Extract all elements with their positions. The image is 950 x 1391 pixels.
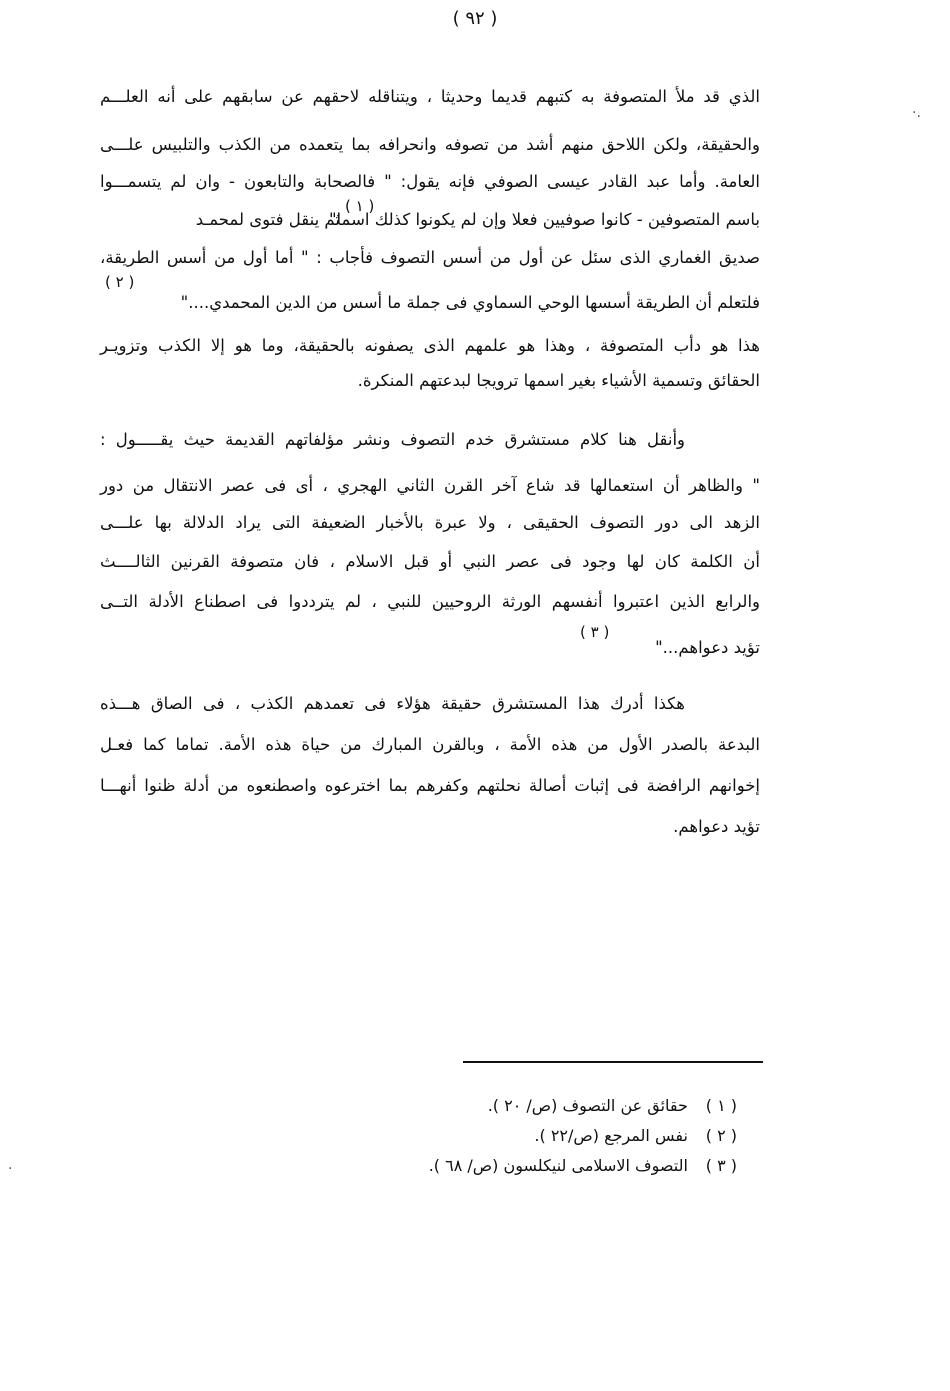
footnote-item xyxy=(488,1094,737,1118)
body-line: " والظاهر أن استعمالها قد شاع آخر القرن الثاني الهجري ، أى فى عصر الانتقال من دور xyxy=(100,476,760,495)
body-line: أن الكلمة كان لها وجود فى عصر النبي أو قبل الاسلام ، فان متصوفة القرنين الثالــــث xyxy=(100,552,760,571)
body-line: إخوانهم الرافضة فى إثبات أصالة نحلتهم وكفرهم بما اخترعوه واصطنعوه من أدلة ظنوا أنهـــا xyxy=(100,776,760,795)
body-line: باسم المتصوفين - كانوا صوفيين فعلا وإن لم يكونوا كذلك اسما" xyxy=(328,210,760,229)
footnote-number: ( ٢ ) xyxy=(705,1126,737,1145)
body-line: فلتعلم أن الطريقة أسسها الوحي السماوي فى جملة ما أسس من الدين المحمدي...." xyxy=(180,293,760,312)
body-line: الحقائق وتسمية الأشياء بغير اسمها ترويجا لبدعتهم المنكرة. xyxy=(357,371,760,390)
footnote-marker: ( ٢ ) xyxy=(105,273,135,291)
body-line: تؤيد دعواهم. xyxy=(673,817,760,836)
body-line: والحقيقة، ولكن اللاحق منهم أشد من تصوفه وانحرافه بما يتعمده من الكذب والتلبيس علـــى xyxy=(100,135,760,154)
footnote-text: التصوف الاسلامى لنيكلسون (ص/ ٦٨ ). xyxy=(428,1156,688,1175)
body-line: وأنقل هنا كلام مستشرق خدم التصوف ونشر مؤلفاتهم القديمة حيث يقـــــول : xyxy=(100,430,685,449)
footnote-text: نفس المرجع (ص/٢٢ ). xyxy=(534,1126,688,1145)
footnote-item xyxy=(429,1154,737,1178)
body-line: والرابع الذين اعتبروا أنفسهم الورثة الروحيين للنبي ، لم يترددوا فى اصطناع الأدلة التــى xyxy=(100,592,760,611)
body-line: الذي قد ملأ المتصوفة به كتبهم قديما وحديثا ، ويتناقله لاحقهم عن سابقهم على أنه العلـــم xyxy=(100,87,760,106)
body-line: البدعة بالصدر الأول من هذه الأمة ، وبالقرن المبارك من حياة هذه الأمة. تماما كما فعـل xyxy=(100,735,760,754)
footnote-item xyxy=(534,1124,737,1148)
body-line: صديق الغماري الذى سئل عن أول من أسس التصوف فأجاب : " أما أول من أسس الطريقة، xyxy=(100,248,760,267)
footnote-divider xyxy=(463,1061,763,1063)
scan-speck: . xyxy=(8,1157,13,1173)
footnote-text: حقائق عن التصوف (ص/ ٢٠ ). xyxy=(487,1096,688,1115)
body-line: تؤيد دعواهم..." xyxy=(655,638,760,657)
body-line: هكذا أدرك هذا المستشرق حقيقة هؤلاء فى تعمدهم الكذب ، فى الصاق هـــذه xyxy=(100,694,685,713)
footnote-marker: ( ٣ ) xyxy=(580,623,610,641)
footnote-number: ( ١ ) xyxy=(705,1096,737,1115)
body-line: ثم ينقل فتوى لمحمـد xyxy=(195,210,340,229)
footnote-number: ( ٣ ) xyxy=(705,1156,737,1175)
body-line: الزهد الى دور التصوف الحقيقى ، ولا عبرة بالأخبار الضعيفة التى يراد الدلالة بها علـــى xyxy=(100,513,760,532)
body-line: العامة. وأما عبد القادر عيسى الصوفي فإنه يقول: " فالصحابة والتابعون - وان لم يتسمـــوا xyxy=(100,172,760,191)
footnote-marker: ( ١ ) xyxy=(345,197,375,215)
page-number: ( ٩٢ ) xyxy=(452,8,498,29)
scan-speck: ·. xyxy=(912,105,921,121)
body-line: هذا هو دأب المتصوفة ، وهذا هو علمهم الذى يصفونه بالحقيقة، وما هو إلا الكذب وتزويـر xyxy=(100,336,760,355)
